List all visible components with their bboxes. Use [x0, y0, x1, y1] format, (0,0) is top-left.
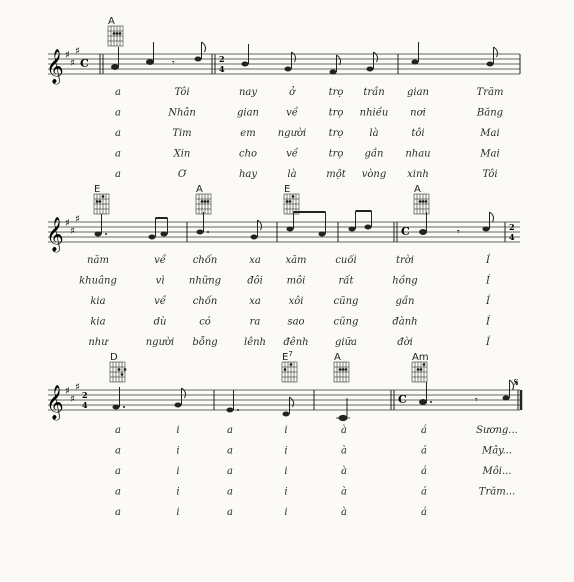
chord-diagram [108, 16, 123, 46]
lyric-word: á [421, 445, 427, 457]
svg-text:E: E [284, 184, 291, 195]
svg-text:D: D [110, 352, 118, 363]
chord-diagram [284, 184, 299, 214]
svg-text:♯: ♯ [65, 218, 70, 229]
lyric-word: người [277, 128, 307, 139]
lyric-word: nhau [405, 148, 431, 160]
lyric-word: Í [486, 255, 490, 266]
lyric-word: Sương... [476, 425, 518, 436]
svg-text:𝄾: 𝄾 [172, 58, 175, 69]
lyric-word: trọ [328, 148, 344, 160]
lyric-word: Í [486, 337, 490, 348]
chord-diagram [282, 350, 297, 382]
lyric-word: a [227, 507, 233, 518]
lyric-word: năm [87, 255, 109, 266]
lyric-word: về [286, 107, 298, 119]
lyric-word: ở [288, 87, 296, 98]
lyric-word: đành [392, 316, 418, 328]
lyric-word: i [176, 445, 180, 457]
chord-diagram [94, 184, 109, 214]
svg-text:♯: ♯ [65, 386, 70, 397]
lyric-word: những [188, 275, 222, 287]
svg-text:𝄾: 𝄾 [457, 227, 460, 238]
lyric-word: a [227, 466, 233, 477]
lyric-word: i [176, 507, 180, 518]
lyric-word: chốn [192, 255, 218, 266]
treble-clef: 𝄞 [46, 217, 64, 252]
svg-text:♯: ♯ [70, 394, 75, 405]
lyric-word: xa [249, 255, 261, 266]
lyric-word: về [286, 148, 298, 160]
lyric-word: trần [363, 87, 385, 98]
lyric-word: Í [486, 316, 490, 328]
lyric-word: cuối [335, 255, 357, 266]
lyric-word: Băng [476, 107, 504, 119]
lyric-word: Ơ [177, 169, 187, 180]
chord-diagram [196, 184, 211, 214]
lyric-word: hay [238, 169, 258, 180]
segno-icon: 𝄋 [514, 376, 519, 389]
lyric-word: gần [364, 148, 384, 160]
time-signature-2-4: 2 [219, 54, 225, 64]
system-2 [46, 184, 520, 348]
lyric-word: à [341, 466, 347, 477]
lyric-word: một [326, 169, 346, 180]
lyric-word: trọ [328, 87, 344, 98]
lyric-word: rất [338, 275, 354, 287]
lyric-word: a [227, 445, 233, 457]
lyric-word: xa [249, 296, 261, 307]
lyric-word: chốn [192, 296, 218, 307]
lyric-word: ra [249, 316, 261, 328]
lyrics-3 [115, 425, 518, 518]
lyric-word: vòng [361, 169, 387, 180]
key-signature [65, 214, 80, 237]
lyric-word: a [115, 466, 121, 477]
lyric-word: à [341, 425, 347, 436]
lyric-word: nơi [410, 107, 426, 119]
lyric-word: môi [286, 275, 306, 287]
lyric-word: sao [287, 316, 305, 328]
svg-text:4: 4 [82, 400, 88, 410]
lyric-word: kia [90, 316, 106, 328]
staff-2 [48, 222, 520, 242]
treble-clef: 𝄞 [46, 385, 64, 420]
lyric-word: là [287, 169, 297, 180]
system-1 [46, 16, 520, 180]
lyric-word: nay [238, 87, 258, 98]
lyric-word: Mai [480, 128, 500, 139]
lyric-word: về [154, 296, 166, 307]
time-signature-2-4: 2 [509, 222, 515, 232]
lyrics-2 [79, 254, 491, 348]
lyric-word: trọ [328, 128, 344, 139]
lyric-word: a [115, 128, 121, 139]
lyric-word: à [341, 507, 347, 518]
lyric-word: trời [395, 255, 415, 266]
svg-text:♯: ♯ [75, 46, 80, 57]
time-signature-2-4: 2 [82, 390, 88, 400]
lyric-word: á [421, 425, 427, 436]
lyric-word: Trăm [476, 87, 504, 98]
lyric-word: a [115, 425, 121, 436]
lyric-word: a [115, 486, 121, 498]
lyric-word: vì [155, 275, 165, 287]
lyric-word: gần [395, 296, 415, 307]
lyric-word: về [154, 255, 166, 266]
lyric-word: Mai [480, 148, 500, 160]
lyric-word: cũng [333, 296, 359, 307]
chord-diagram [412, 352, 429, 382]
lyric-word: i [176, 486, 180, 498]
lyric-word: trọ [328, 107, 344, 119]
lyrics-1 [115, 86, 503, 180]
lyric-word: a [227, 425, 233, 436]
lyric-word: em [240, 128, 256, 139]
lyric-word: Nhân [168, 107, 196, 119]
svg-text:♯: ♯ [70, 226, 75, 237]
lyric-word: Trăm... [478, 486, 516, 498]
chord-diagram [110, 352, 126, 382]
lyric-word: a [115, 87, 121, 98]
svg-text:Am: Am [412, 352, 429, 363]
svg-text:♯: ♯ [75, 214, 80, 225]
lyric-word: á [421, 486, 427, 498]
svg-text:E: E [94, 184, 101, 195]
lyric-word: giữa [334, 337, 358, 348]
lyric-word: i [284, 507, 288, 518]
lyric-word: Tim [172, 128, 192, 139]
lyric-word: a [115, 148, 121, 160]
svg-text:♯: ♯ [70, 58, 75, 69]
system-3 [46, 350, 521, 518]
chord-diagram [334, 352, 349, 382]
key-signature [65, 382, 80, 405]
lyric-word: là [369, 128, 379, 139]
lyric-word: Môi... [482, 466, 512, 477]
lyric-word: đôi [247, 275, 263, 287]
lyric-word: a [115, 169, 121, 180]
lyric-word: cho [238, 148, 258, 160]
svg-text:A: A [108, 16, 115, 27]
lyric-word: a [115, 507, 121, 518]
lyric-word: gian [406, 87, 430, 98]
lyric-word: a [227, 486, 233, 498]
lyric-word: Í [486, 296, 490, 307]
lyric-word: Mây... [481, 445, 513, 457]
svg-text:A: A [196, 184, 203, 195]
lyric-word: i [284, 445, 288, 457]
lyric-word: nhiều [359, 107, 389, 119]
lyric-word: gian [236, 107, 260, 119]
time-signature-common: C [401, 225, 410, 238]
lyric-word: đời [397, 337, 413, 348]
lyric-word: Xin [173, 148, 191, 160]
lyric-word: hồng [392, 275, 418, 287]
lyric-word: i [284, 425, 288, 436]
lyric-word: xôi [288, 296, 304, 307]
lyric-word: a [115, 107, 121, 119]
time-signature-common: C [398, 393, 407, 406]
time-signature-common: C [80, 57, 89, 70]
lyric-word: khuâng [79, 275, 117, 287]
lyric-word: tôi [411, 128, 425, 139]
svg-text:4: 4 [219, 64, 225, 74]
lyric-word: Tôi [482, 169, 498, 180]
svg-text:𝄾: 𝄾 [475, 395, 478, 406]
lyric-word: i [284, 486, 288, 498]
lyric-word: á [421, 466, 427, 477]
key-signature [65, 46, 80, 69]
chord-diagram [414, 184, 429, 214]
lyric-word: á [421, 507, 427, 518]
svg-text:E7: $E^7$ [282, 350, 293, 363]
svg-text:A: A [414, 184, 421, 195]
svg-text:♯: ♯ [75, 382, 80, 393]
lyric-word: a [115, 445, 121, 457]
lyric-word: à [341, 486, 347, 498]
lyric-word: kia [90, 296, 106, 307]
lyric-word: bỗng [192, 337, 218, 348]
lyric-word: cũng [333, 316, 359, 328]
lyric-word: người [145, 337, 175, 348]
lyric-word: i [284, 466, 288, 477]
lyric-word: à [341, 445, 347, 457]
lyric-word: có [199, 316, 211, 328]
lyric-word: lênh [244, 337, 266, 348]
svg-text:4: 4 [509, 232, 515, 242]
lyric-word: i [176, 425, 180, 436]
lyric-word: Í [486, 275, 490, 287]
treble-clef: 𝄞 [46, 49, 64, 84]
lyric-word: đênh [283, 337, 309, 348]
lyric-word: Tôi [174, 87, 190, 98]
lyric-word: i [176, 466, 180, 477]
lyric-word: dù [153, 316, 167, 328]
lyric-word: xăm [285, 255, 307, 266]
lyric-word: như [88, 337, 108, 348]
svg-text:A: A [334, 352, 341, 363]
svg-text:♯: ♯ [65, 50, 70, 61]
lyric-word: xinh [407, 169, 429, 180]
